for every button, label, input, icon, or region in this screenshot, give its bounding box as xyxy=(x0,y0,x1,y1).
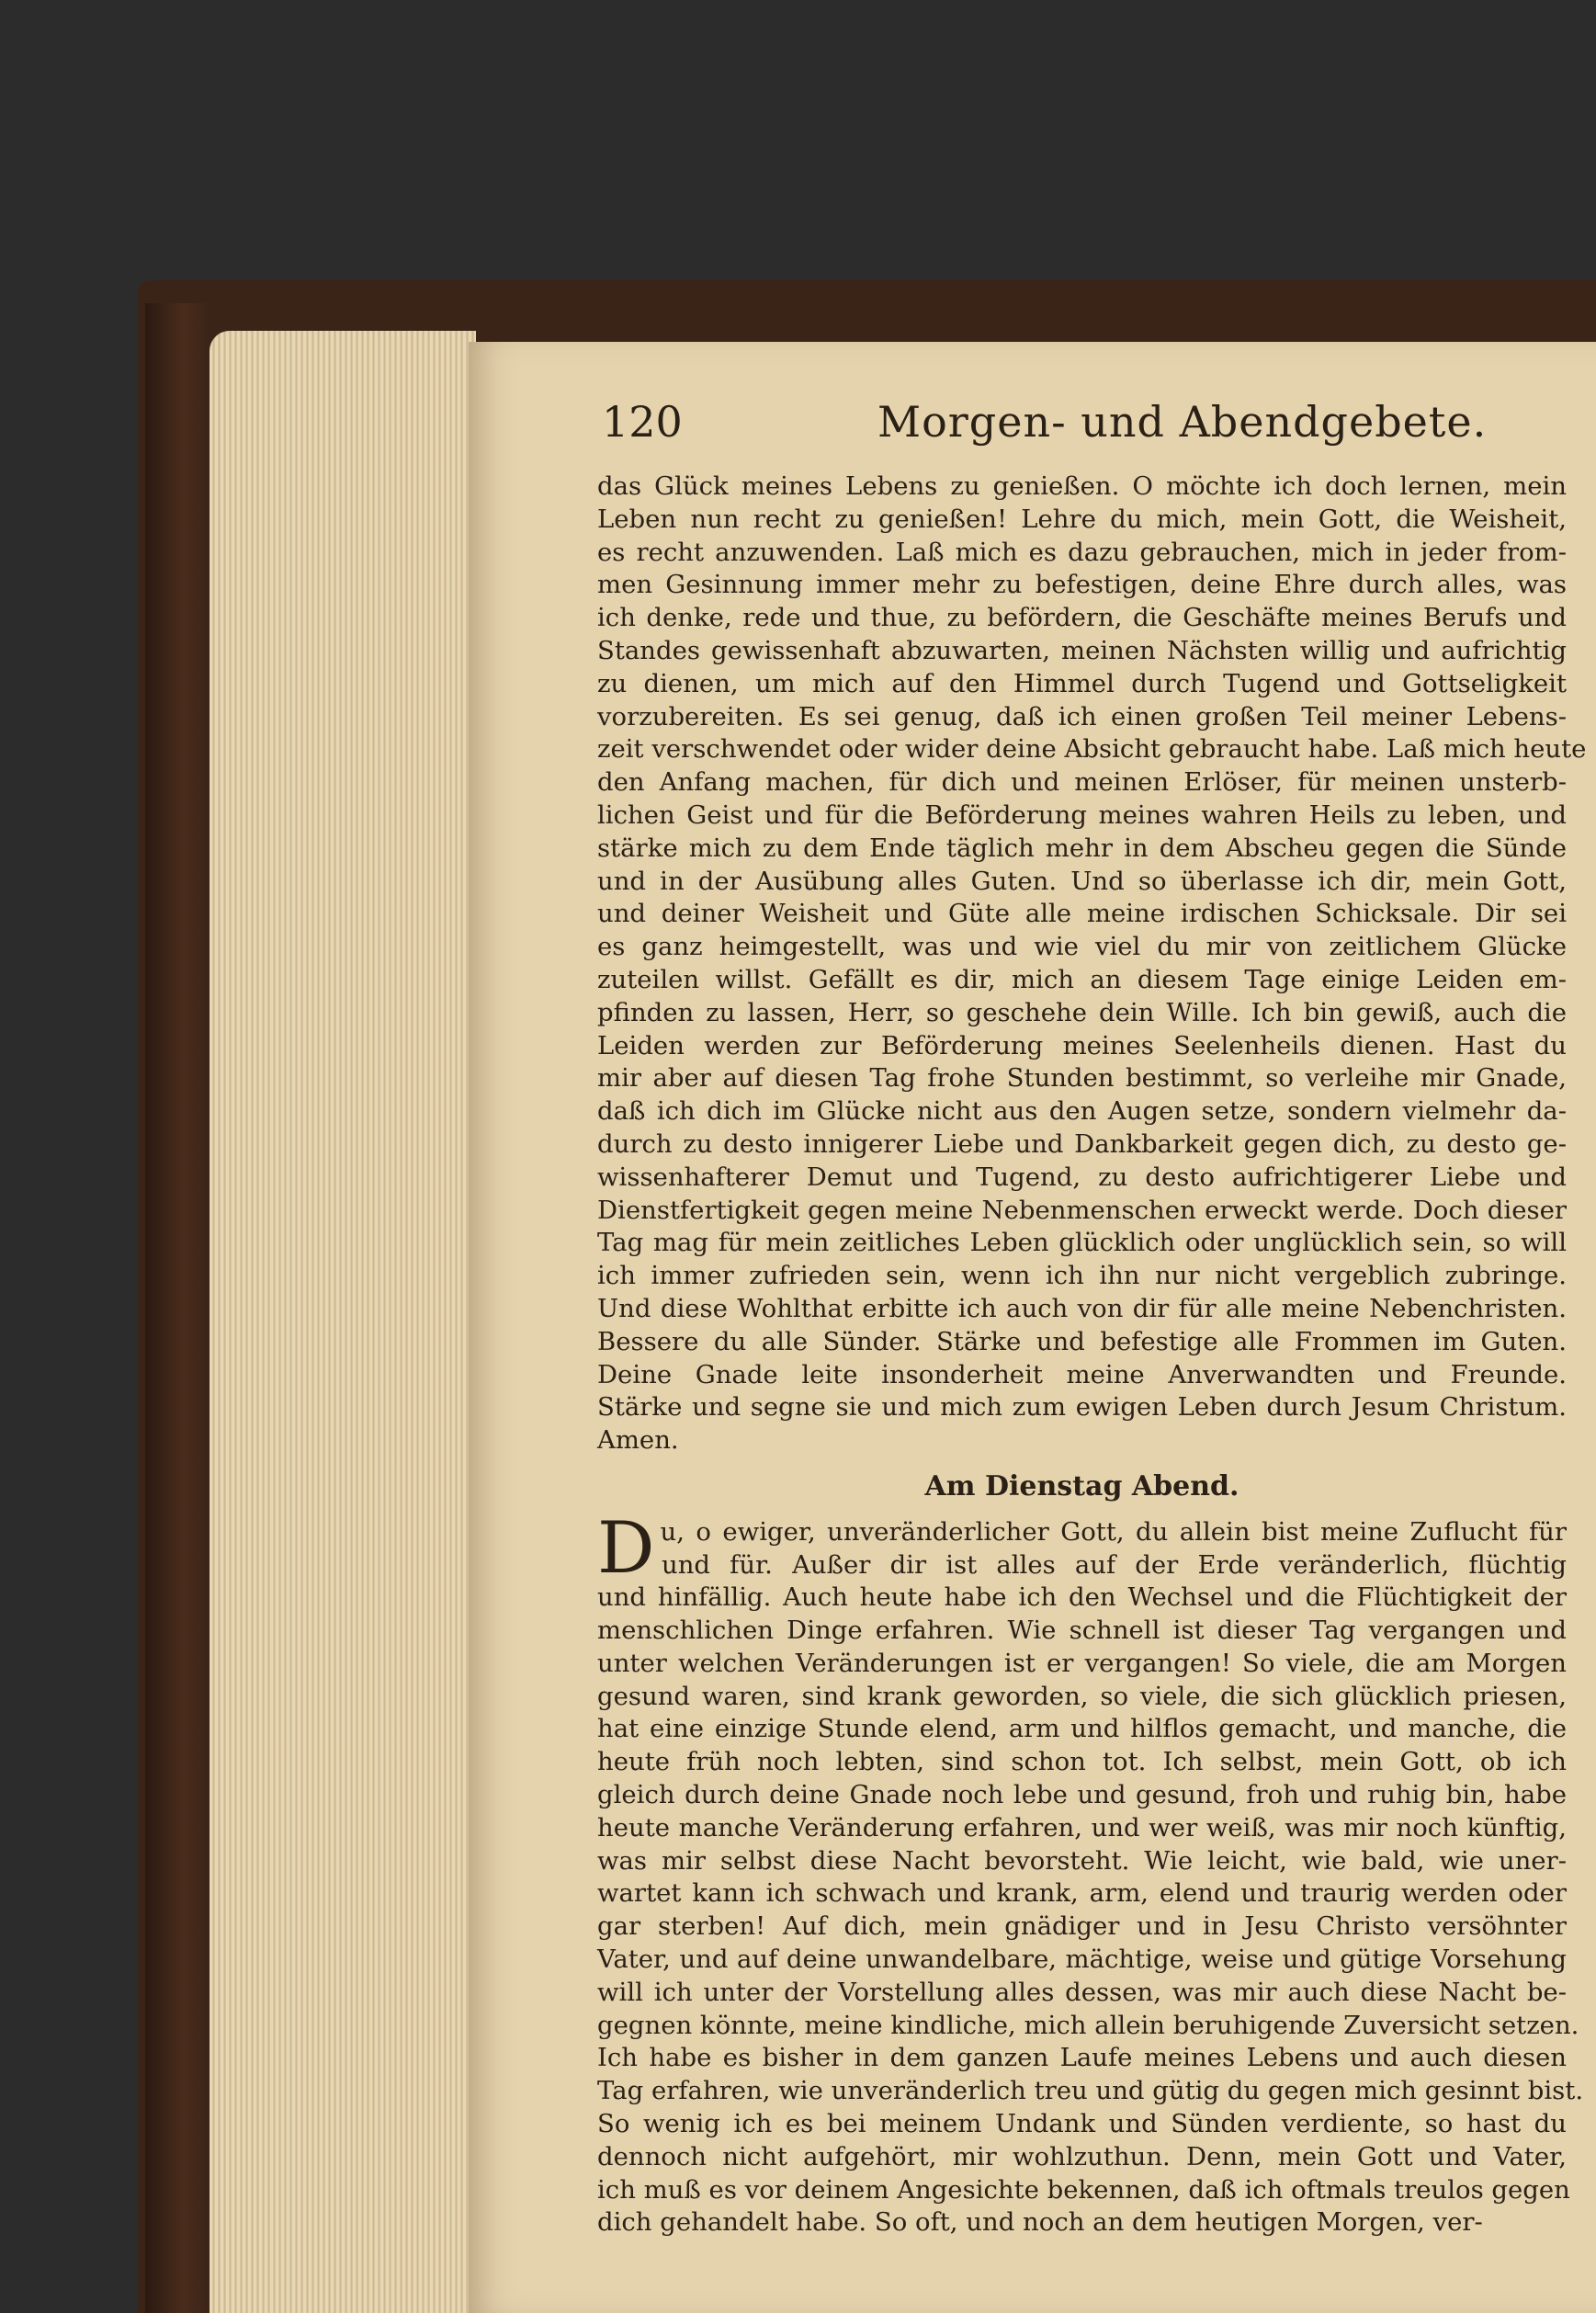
text-line: gar sterben! Auf dich, mein gnädiger und in Jesu Christo versöhnter xyxy=(597,1911,1567,1942)
text-line: wissenhafterer Demut und Tugend, zu desto aufrichtigerer Liebe und xyxy=(597,1162,1567,1192)
text-line: es recht anzuwenden. Laß mich es dazu gebrauchen, mich in jeder from- xyxy=(597,537,1567,567)
text-line: Standes gewissenhaft abzuwarten, meinen Nächsten willig und aufrichtig xyxy=(597,635,1567,665)
book-spine-edge xyxy=(145,303,209,2313)
text-line: Bessere du alle Sünder. Stärke und befestige alle Frommen im Guten. xyxy=(597,1326,1567,1356)
paragraph-2 xyxy=(597,1506,1584,2240)
page-number: 120 xyxy=(602,397,683,447)
text-line: men Gesinnung immer mehr zu befestigen, deine Ehre durch alles, was xyxy=(597,570,1567,600)
text-line: heute früh noch lebten, sind schon tot. Ich selbst, mein Gott, ob ich xyxy=(597,1747,1567,1777)
text-line: will ich unter der Vorstellung alles dessen, was mir auch diese Nacht be- xyxy=(597,1977,1567,2007)
text-line: lichen Geist und für die Beförderung meines wahren Heils zu leben, und xyxy=(597,799,1567,830)
drop-cap: D xyxy=(597,1506,655,1590)
text-line: gegnen könnte, meine kindliche, mich allein beruhigende Zuversicht setzen. xyxy=(597,2010,1579,2040)
text-line: was mir selbst diese Nacht bevorsteht. Wie leicht, wie bald, wie uner- xyxy=(597,1845,1567,1876)
text-line: Ich habe es bisher in dem ganzen Laufe meines Lebens und auch diesen xyxy=(597,2043,1567,2073)
text-line: und für. Außer dir ist alles auf der Erde veränderlich, flüchtig xyxy=(662,1549,1567,1580)
text-line: Tag erfahren, wie unveränderlich treu und gütig du gegen mich gesinnt bist. xyxy=(597,2076,1584,2106)
text-line: pfinden zu lassen, Herr, so geschehe dein Wille. Ich bin gewiß, auch die xyxy=(597,997,1567,1027)
text-line: und hinfällig. Auch heute habe ich den Wechsel und die Flüchtigkeit der xyxy=(597,1582,1567,1613)
text-line: So wenig ich es bei meinem Undank und Sünden verdiente, so hast du xyxy=(597,2109,1567,2139)
paragraph-1 xyxy=(597,471,1587,1457)
text-line: gleich durch deine Gnade noch lebe und gesund, froh und ruhig bin, habe xyxy=(597,1780,1567,1810)
text-line: Stärke und segne sie und mich zum ewigen Leben durch Jesum Christum. xyxy=(597,1392,1567,1423)
text-line: ich muß es vor deinem Angesichte bekennen, daß ich oftmals treulos gegen xyxy=(597,2174,1570,2205)
text-line: u, o ewiger, unveränderlicher Gott, du allein bist meine Zuflucht für xyxy=(660,1516,1567,1547)
text-line: Amen. xyxy=(597,1425,679,1456)
text-line: den Anfang machen, für dich und meinen Erlöser, für meinen unsterb- xyxy=(597,767,1567,798)
text-line: wartet kann ich schwach und krank, arm, elend und traurig werden oder xyxy=(597,1878,1567,1909)
text-line: Leiden werden zur Beförderung meines Seelenheils dienen. Hast du xyxy=(597,1030,1567,1060)
text-line: gesund waren, sind krank geworden, so viele, die sich glücklich priesen, xyxy=(597,1681,1567,1711)
text-line: und deiner Weisheit und Güte alle meine irdischen Schicksale. Dir sei xyxy=(597,899,1567,929)
text-line: stärke mich zu dem Ende täglich mehr in dem Abscheu gegen die Sünde xyxy=(597,833,1567,863)
text-line: daß ich dich im Glücke nicht aus den Augen setze, sondern vielmehr da- xyxy=(597,1096,1567,1127)
page-header xyxy=(602,397,1576,461)
text-line: Dienstfertigkeit gegen meine Nebenmenschen erweckt werde. Doch dieser xyxy=(597,1195,1567,1225)
text-line: Und diese Wohlthat erbitte ich auch von dir für alle meine Nebenchristen. xyxy=(597,1293,1567,1323)
text-line: Leben nun recht zu genießen! Lehre du mich, mein Gott, die Weisheit, xyxy=(597,504,1567,534)
text-line: zu dienen, um mich auf den Himmel durch Tugend und Gottseligkeit xyxy=(597,668,1567,698)
book-page xyxy=(469,342,1596,2313)
text-line: heute manche Veränderung erfahren, und wer weiß, was mir noch künftig, xyxy=(597,1812,1567,1842)
text-line: Vater, und auf deine unwandelbare, mächtige, weise und gütige Vorsehung xyxy=(597,1945,1567,1975)
text-line: hat eine einzige Stunde elend, arm und hilflos gemacht, und manche, die xyxy=(597,1714,1567,1744)
text-line: ich immer zufrieden sein, wenn ich ihn nur nicht vergeblich zubringe. xyxy=(597,1261,1567,1291)
text-line: es ganz heimgestellt, was und wie viel du mir von zeitlichem Glücke xyxy=(597,932,1567,962)
text-line: zuteilen willst. Gefällt es dir, mich an diesem Tage einige Leiden em- xyxy=(597,964,1567,994)
text-line: unter welchen Veränderungen ist er vergangen! So viele, die am Morgen xyxy=(597,1648,1567,1678)
running-head: Morgen- und Abendgebete. xyxy=(877,397,1488,447)
section-title: Am Dienstag Abend. xyxy=(924,1469,1239,1502)
page-edges xyxy=(209,331,476,2313)
text-line: zeit verschwendet oder wider deine Absicht gebraucht habe. Laß mich heute xyxy=(597,734,1587,765)
text-line: dennoch nicht aufgehört, mir wohlzuthun. Denn, mein Gott und Vater, xyxy=(597,2141,1567,2171)
text-line: durch zu desto innigerer Liebe und Dankbarkeit gegen dich, zu desto ge- xyxy=(597,1128,1567,1159)
text-line: Deine Gnade leite insonderheit meine Anverwandten und Freunde. xyxy=(597,1359,1567,1389)
text-line: ich denke, rede und thue, zu befördern, die Geschäfte meines Berufs und xyxy=(597,603,1567,633)
text-line: menschlichen Dinge erfahren. Wie schnell ist dieser Tag vergangen und xyxy=(597,1616,1567,1646)
text-line: das Glück meines Lebens zu genießen. O möchte ich doch lernen, mein xyxy=(597,471,1567,501)
text-line: vorzubereiten. Es sei genug, daß ich einen großen Teil meiner Lebens- xyxy=(597,701,1567,731)
text-line: Tag mag für mein zeitliches Leben glücklich oder unglücklich sein, so will xyxy=(597,1228,1567,1258)
text-line: dich gehandelt habe. So oft, und noch an dem heutigen Morgen, ver- xyxy=(597,2207,1483,2238)
page-body xyxy=(597,471,1587,2239)
text-line: und in der Ausübung alles Guten. Und so überlasse ich dir, mein Gott, xyxy=(597,866,1567,896)
text-line: mir aber auf diesen Tag frohe Stunden bestimmt, so verleihe mir Gnade, xyxy=(597,1063,1567,1094)
